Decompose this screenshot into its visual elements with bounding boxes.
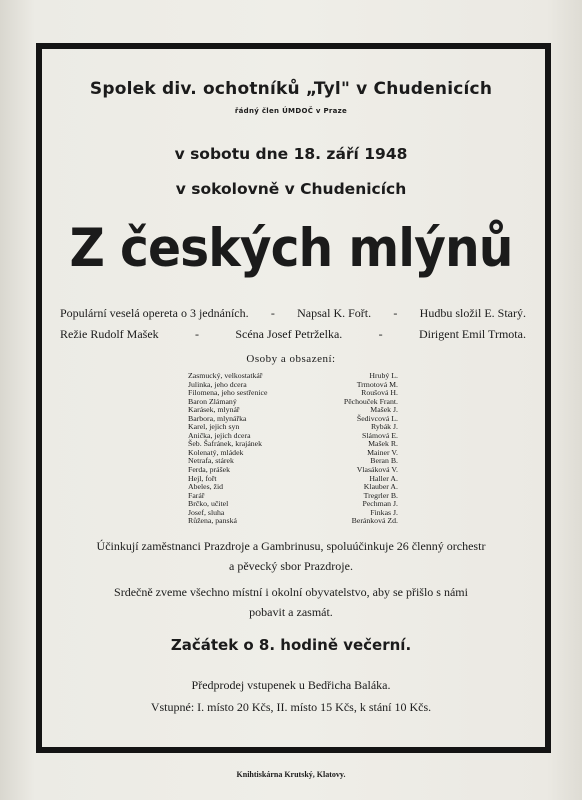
cast-actor: Šedivcová L.	[356, 413, 398, 423]
cast-role: Růžena, panská	[188, 516, 237, 526]
cast-actor: Haller A.	[369, 473, 398, 483]
cast-actor: Pechman J.	[362, 499, 398, 509]
cast-actor: Hrubý L.	[369, 371, 398, 380]
cast-list	[188, 372, 398, 526]
cast-role: Ferda, prášek	[188, 465, 230, 475]
play-title: Z českých mlýnů	[69, 218, 513, 279]
cast-actor: Beránková Zd.	[351, 516, 398, 526]
cast-actor: Tregrler B.	[363, 490, 398, 500]
separator: -	[393, 306, 398, 320]
composer-text: Hudbu složil E. Starý.	[419, 306, 526, 320]
separator: -	[270, 306, 275, 320]
cast-actor: Mašek J.	[370, 405, 398, 415]
cast-role: Kolenatý, mládek	[188, 447, 244, 457]
cast-role: Zasmucký, velkostatkář	[188, 371, 263, 380]
cast-actor: Pěchouček Frant.	[343, 396, 398, 406]
scenery-text: Scéna Josef Petrželka.	[235, 327, 343, 341]
start-time: Začátek o 8. hodině večerní.	[170, 636, 412, 654]
cast-role: Julinka, jeho dcera	[188, 379, 247, 389]
cast-role: Šeb. Šafránek, krajánek	[188, 439, 263, 449]
cast-row	[188, 466, 398, 475]
cast-actor: Mainer V.	[367, 447, 398, 457]
organization-name: Spolek div. ochotníků „Tyl" v Chudenicích	[89, 79, 493, 99]
performers-line: a pěvecký sbor Prazdroje.	[229, 559, 353, 573]
cast-role: Abeles, žid	[188, 482, 224, 492]
invitation-line: pobavit a zasmát.	[249, 605, 333, 619]
cast-actor: Trmotová M.	[356, 379, 398, 389]
performers-paragraph	[0, 536, 582, 576]
cast-role: Netrafa, stárek	[188, 456, 234, 466]
cast-actor: Beran B.	[370, 456, 398, 466]
cast-role: Anička, jejich dcera	[188, 430, 251, 440]
cast-role: Farář	[188, 490, 205, 500]
cast-heading: Osoby a obsazení:	[246, 353, 336, 365]
cast-role: Hejl, fořt	[188, 473, 217, 483]
cast-actor: Slámová E.	[362, 430, 398, 440]
cast-actor: Rybák J.	[371, 422, 398, 432]
cast-actor: Roušová H.	[361, 388, 398, 398]
cast-role: Karásek, mlynář	[188, 405, 240, 415]
genre-text: Populární veselá opereta o 3 jednáních.	[60, 306, 249, 320]
cast-role: Baron Zlámaný	[188, 396, 237, 406]
invitation-line: Srdečně zveme všechno místní i okolní obyvatelstvo, aby se přišlo s námi	[114, 585, 468, 599]
admission-prices: Vstupné: I. místo 20 Kčs, II. místo 15 Kčs, k stání 10 Kčs.	[150, 700, 432, 714]
membership-note: řádný člen ÚMDOČ v Praze	[234, 107, 348, 115]
invitation-paragraph	[0, 582, 582, 622]
description-line-2	[60, 327, 526, 342]
cast-actor: Finkas J.	[370, 507, 398, 517]
event-date: v sobotu dne 18. září 1948	[174, 145, 408, 163]
cast-role: Karel, jejich syn	[188, 422, 240, 432]
cast-role: Josef, sluha	[188, 507, 225, 517]
cast-actor: Mašek R.	[368, 439, 398, 449]
separator: -	[378, 327, 383, 341]
performers-line: Účinkují zaměstnanci Prazdroje a Gambrinusu, spoluúčinkuje 26 členný orchestr	[96, 539, 486, 553]
author-text: Napsal K. Fořt.	[297, 306, 372, 320]
cast-role: Brčko, učitel	[188, 499, 229, 509]
cast-actor: Vlasáková V.	[356, 465, 398, 475]
cast-row	[188, 517, 398, 526]
cast-actor: Klauber A.	[363, 482, 398, 492]
presale-note: Předprodej vstupenek u Bedřicha Baláka.	[191, 678, 391, 692]
event-venue: v sokolovně v Chudenicích	[175, 180, 407, 198]
printer-credit: Knihtiskárna Krutský, Klatovy.	[236, 770, 346, 779]
separator: -	[194, 327, 199, 341]
director-text: Režie Rudolf Mašek	[60, 327, 159, 341]
cast-role: Filomena, jeho sestřenice	[188, 388, 268, 398]
conductor-text: Dirigent Emil Trmota.	[418, 327, 526, 341]
cast-role: Barbora, mlynářka	[188, 413, 247, 423]
description-line-1	[60, 306, 526, 321]
